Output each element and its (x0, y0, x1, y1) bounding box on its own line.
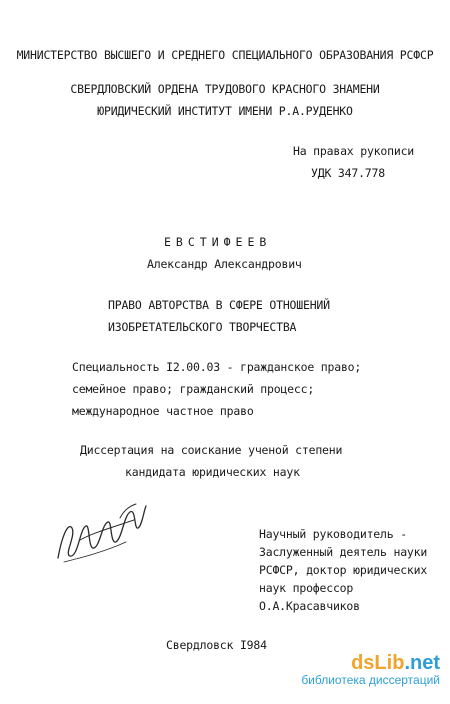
author-name: Александр Александрович (147, 257, 302, 271)
advisor-line4: наук профессор (259, 581, 354, 595)
advisor-line2: Заслуженный деятель науки (259, 545, 428, 559)
watermark (301, 652, 440, 687)
city-year: Свердловск I984 (166, 638, 267, 652)
udc-code: УДК 347.778 (311, 166, 385, 180)
manuscript-rights-label: На правах рукописи (293, 144, 415, 158)
watermark-logo-part1: dsLib (351, 652, 405, 674)
handwritten-signature (50, 498, 150, 570)
advisor-line1: Научный руководитель - (259, 527, 407, 541)
specialty-line2: семейное право; гражданский процесс; (72, 382, 315, 396)
advisor-line5: О.А.Красавчиков (259, 599, 360, 613)
watermark-logo (301, 652, 440, 675)
institute-heading-line2: ЮРИДИЧЕСКИЙ ИНСТИТУТ ИМЕНИ Р.А.РУДЕНКО (97, 104, 353, 118)
ministry-heading: МИНИСТЕРСТВО ВЫСШЕГО И СРЕДНЕГО СПЕЦИАЛЬНОГО ОБРАЗОВАНИЯ РСФСР (16, 48, 434, 62)
dissertation-title-line2: ИЗОБРЕТАТЕЛЬСКОГО ТВОРЧЕСТВА (108, 320, 297, 334)
specialty-line3: международное частное право (72, 404, 254, 418)
specialty-line1: Специальность I2.00.03 - гражданское право; (72, 360, 362, 374)
watermark-logo-part2: .net (404, 652, 440, 674)
author-surname: ЕВСТИФЕЕВ (164, 235, 272, 249)
dissertation-title-line1: ПРАВО АВТОРСТВА В СФЕРЕ ОТНОШЕНИЙ (108, 298, 330, 312)
degree-line1: Диссертация на соискание ученой степени (80, 443, 343, 457)
institute-heading-line1: СВЕРДЛОВСКИЙ ОРДЕНА ТРУДОВОГО КРАСНОГО ЗНАМЕНИ (70, 82, 380, 96)
advisor-line3: РСФСР, доктор юридических (259, 563, 428, 577)
degree-line2: кандидата юридических наук (125, 465, 300, 479)
watermark-tagline: библиотека диссертаций (301, 673, 440, 687)
